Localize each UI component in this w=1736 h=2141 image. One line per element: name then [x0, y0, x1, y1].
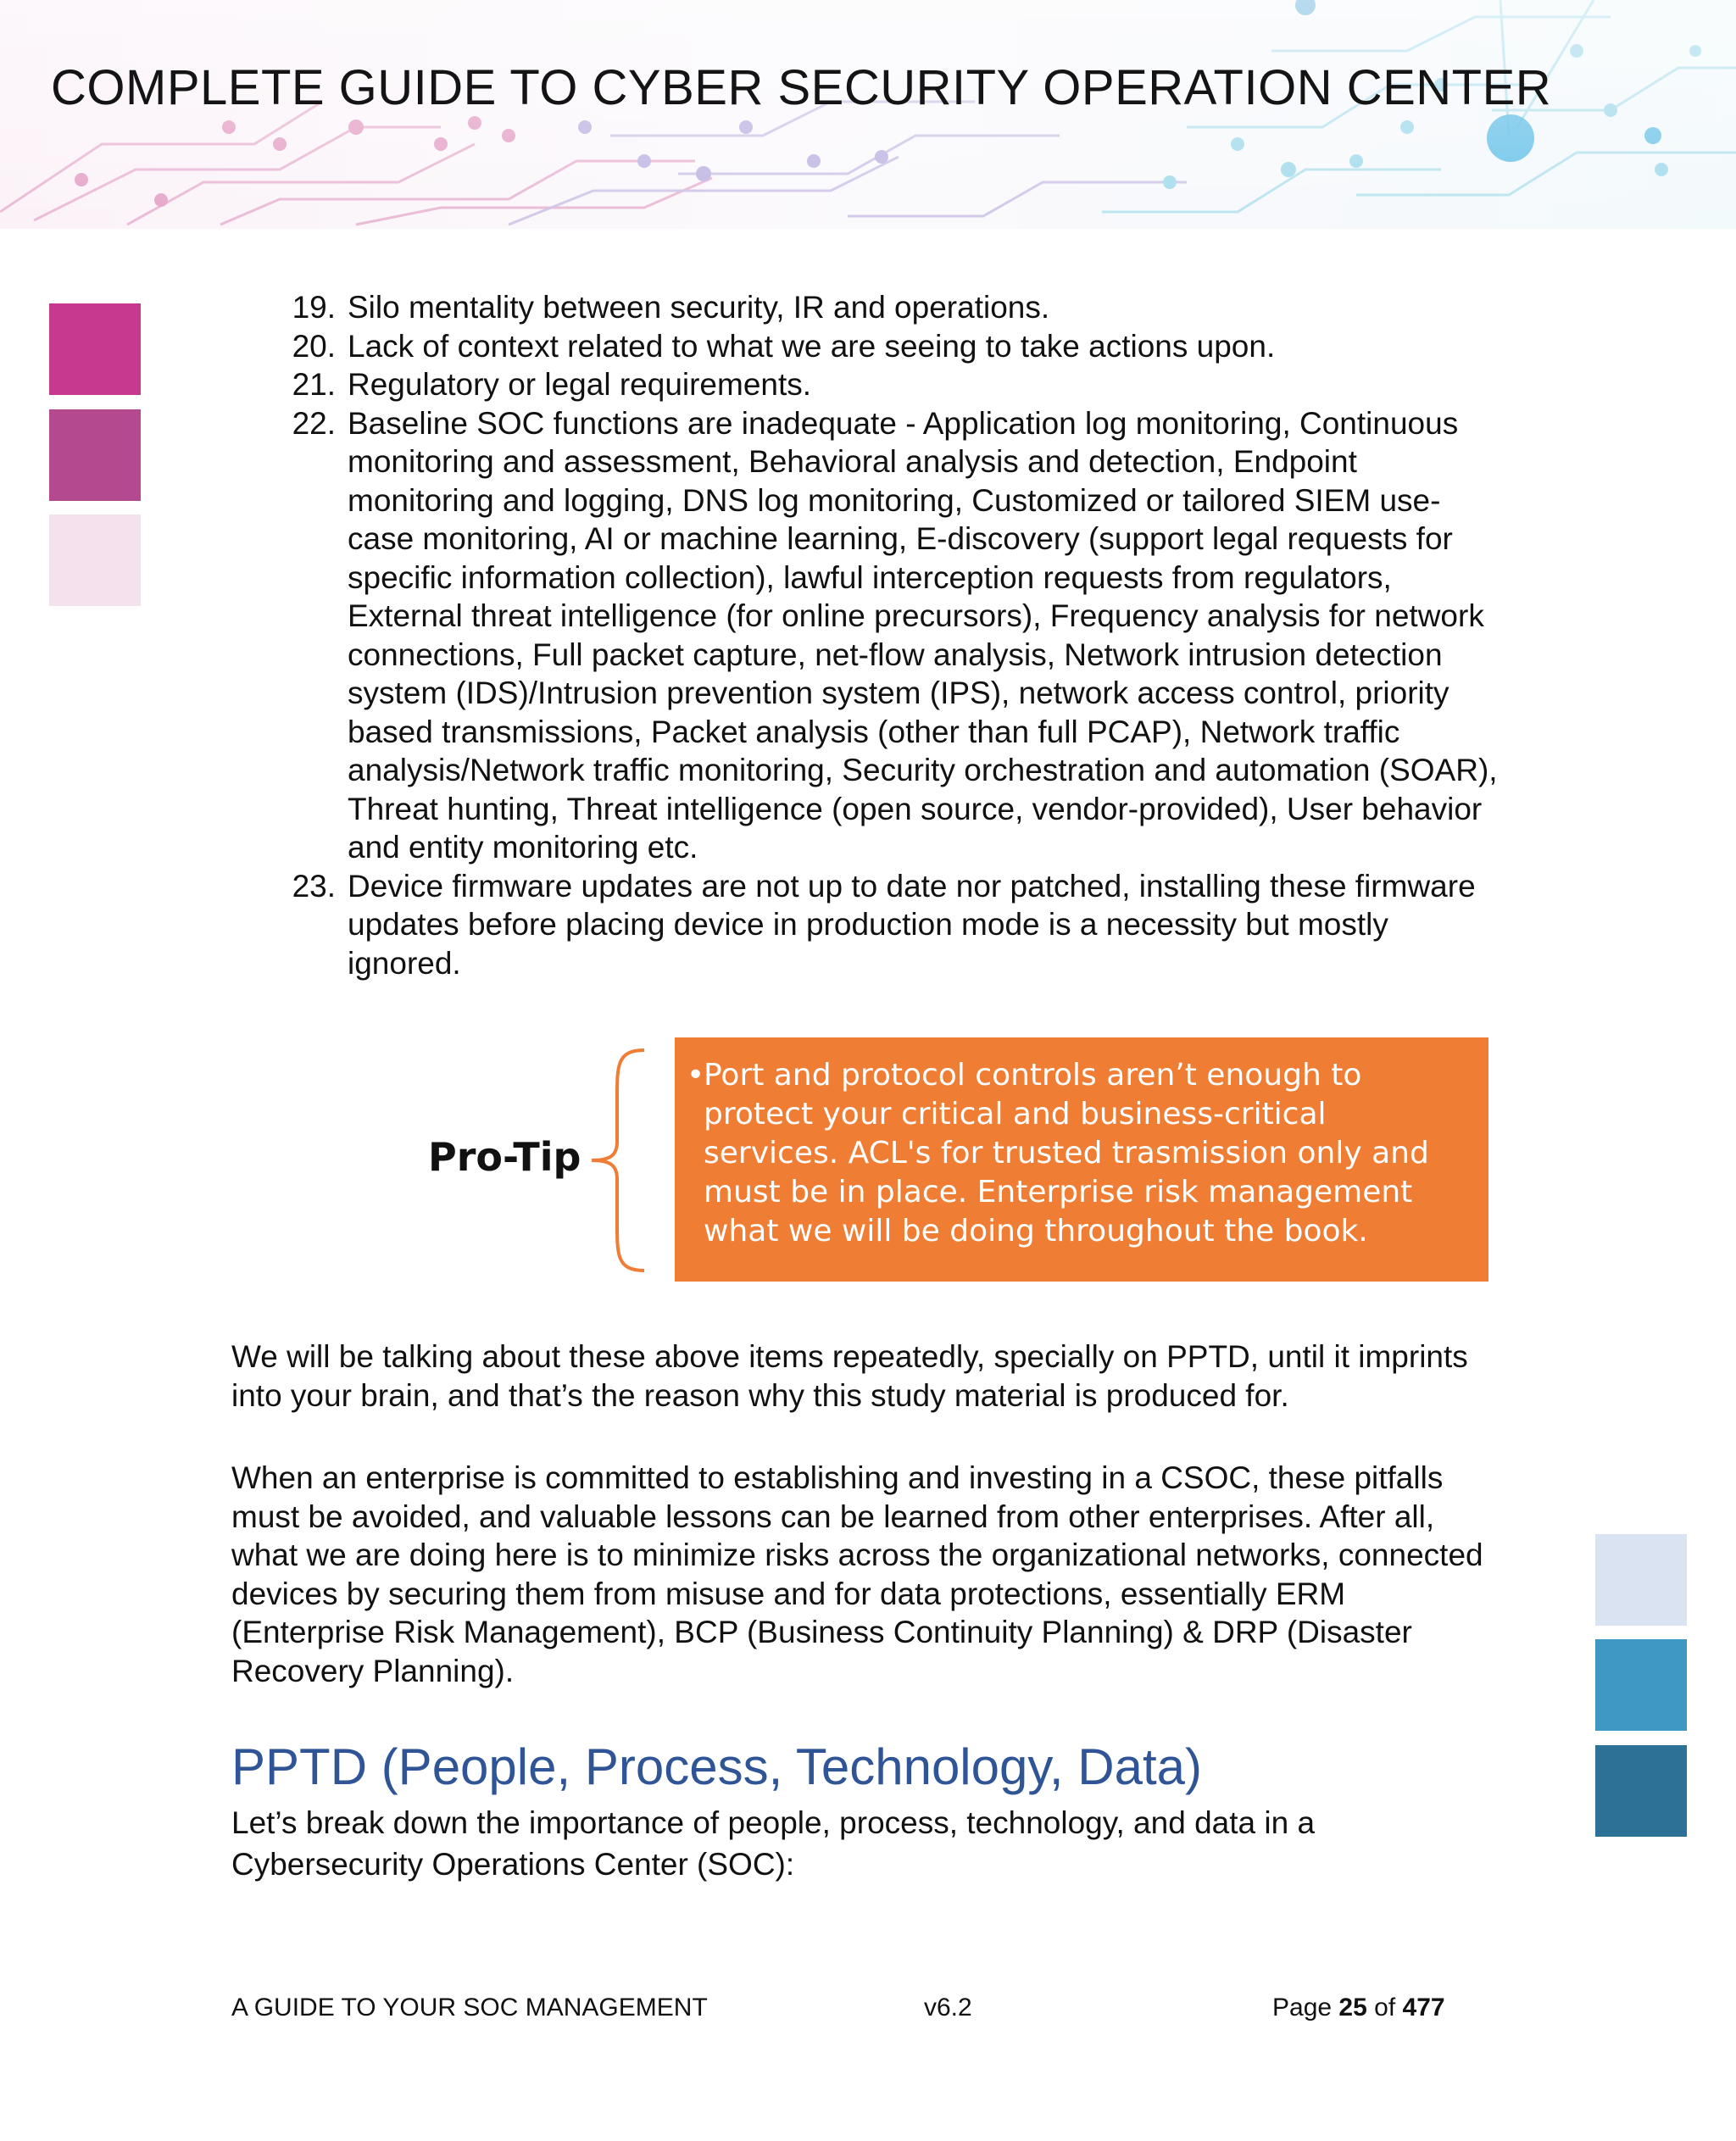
list-item — [280, 867, 1500, 983]
list-item-number: 21. — [292, 367, 336, 402]
decor-square-blue — [1595, 1639, 1687, 1731]
page-current: 25 — [1338, 1994, 1367, 2021]
paragraph-enterprise: When an enterprise is committed to establishing and investing in a CSOC, these pitfalls must be avoided, and valuable lessons can be learned from other enterprises. After all, what we are doing here is to minimize risks across the organizational networks, connected devices by securing them from misuse and for data protections, essentially ERM (Enterprise Risk Management), BCP (Business Continuity Planning) & DRP (Disaster Recovery Planning). — [231, 1460, 1483, 1688]
curly-brace-icon — [585, 1047, 653, 1276]
footer-page-number — [1272, 1994, 1445, 2022]
paragraph-breakdown: Let’s break down the importance of people, process, technology, and data in a Cybersecurity Operations Center (SOC): — [231, 1805, 1316, 1882]
decor-square-pink — [49, 514, 141, 606]
list-item-text: Silo mentality between security, IR and operations. — [348, 290, 1050, 325]
paragraph-pptd-intro: We will be talking about these above items repeatedly, specially on PPTD, until it imprints into your brain, and that’s the reason why this study material is produced for. — [231, 1339, 1468, 1413]
page-total: 477 — [1402, 1994, 1445, 2021]
page-prefix: Page — [1272, 1994, 1333, 2021]
decor-square-dark-blue — [1595, 1745, 1687, 1837]
bullet-icon: • — [687, 1058, 705, 1093]
pro-tip-box — [675, 1037, 1488, 1282]
pro-tip-label: Pro-Tip — [428, 1134, 581, 1180]
list-item-number: 23. — [292, 868, 336, 904]
list-item — [280, 365, 1500, 404]
page-of: of — [1374, 1994, 1396, 2021]
footer-version: v6.2 — [924, 1994, 972, 2021]
section-heading: PPTD (People, Process, Technology, Data) — [231, 1738, 1202, 1795]
list-item — [280, 288, 1500, 327]
list-item-text: Regulatory or legal requirements. — [348, 367, 812, 402]
list-item-number: 20. — [292, 328, 336, 364]
decor-square-light-blue — [1595, 1534, 1687, 1626]
list-item-text: Baseline SOC functions are inadequate - Application log monitoring, Continuous monitoring and assessment, Behavioral analysis and detection, Endpoint monitoring and logging, DNS log monitoring, Customized or tailored SIEM use-case monitoring, AI or machine learning, E-discovery (support legal requests for specific information collection), lawful interception requests from regulators, External threat intelligence (for online precursors), Frequency analysis for network connections, Full packet capture, net-flow analysis, Network intrusion detection system (IDS)/Intrusion prevention system (IPS), network access control, priority based transmissions, Packet analysis (other than full PCAP), Network traffic analysis/Network traffic monitoring, Security orchestration and automation (SOAR), Threat hunting, Threat intelligence (open source, vendor-provided), User behavior and entity monitoring etc. — [348, 405, 1498, 865]
decor-square-magenta — [49, 303, 141, 395]
list-item — [280, 327, 1500, 366]
footer-title: A GUIDE TO YOUR SOC MANAGEMENT — [231, 1994, 708, 2021]
decor-square-purple — [49, 409, 141, 501]
header-title: COMPLETE GUIDE TO CYBER SECURITY OPERATION CENTER — [51, 60, 1552, 115]
pitfalls-list — [280, 288, 1500, 982]
list-item-number: 19. — [292, 290, 336, 325]
list-item-text: Device firmware updates are not up to date nor patched, installing these firmware updates before placing device in production mode is a necessity but mostly ignored. — [348, 868, 1476, 981]
list-item — [280, 404, 1500, 867]
pro-tip-text: Port and protocol controls aren’t enough to protect your critical and business-critical services. ACL's for trusted trasmission only and must be in place. Enterprise risk management what we will be doing throughout the book. — [704, 1058, 1429, 1248]
page-header — [0, 0, 1736, 229]
list-item-text: Lack of context related to what we are seeing to take actions upon. — [348, 328, 1276, 364]
list-item-number: 22. — [292, 405, 336, 441]
